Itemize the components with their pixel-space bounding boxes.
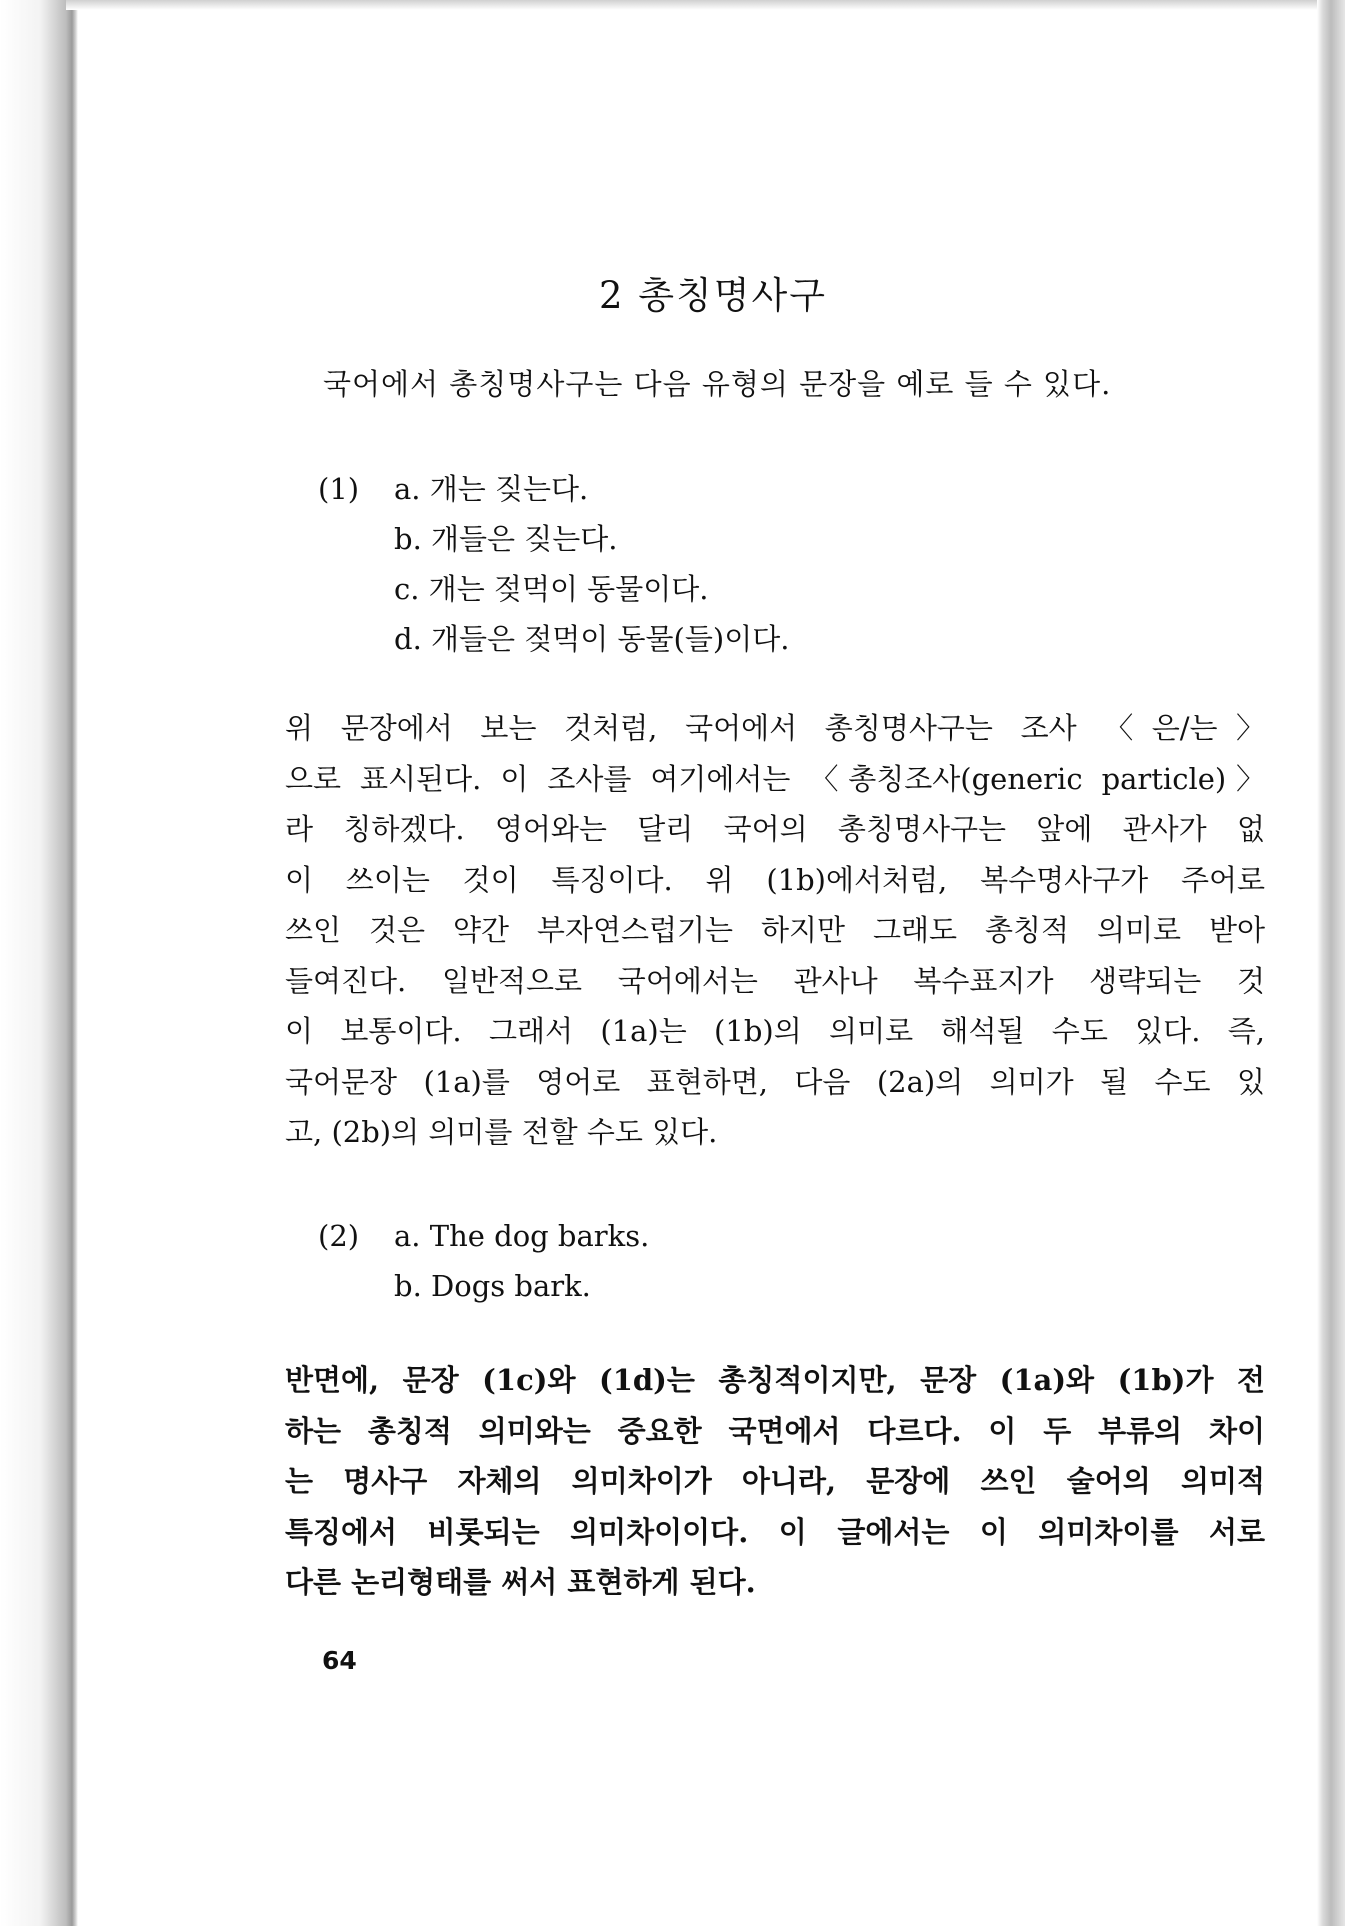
paragraph-line: 고, (2b)의 의미를 전할 수도 있다. [285,1115,718,1149]
paragraph-line: 쓰인 것은 약간 부자연스럽기는 하지만 그래도 총칭적 의미로 받아 [285,913,1265,947]
paragraph-line: 특징에서 비롯되는 의미차이이다. 이 글에서는 이 의미차이를 서로 [285,1514,1265,1549]
book-top-edge [66,0,1326,10]
example-item: b. 개들은 짖는다. [394,522,618,556]
example-row [318,614,789,664]
example-item: c. 개는 젖먹이 동물이다. [394,572,709,606]
paragraph-1 [285,703,1265,1158]
example-item: d. 개들은 젖먹이 동물(들)이다. [394,622,790,656]
example-row [318,564,789,614]
example-row [318,1211,649,1261]
book-binding-shadow [0,0,78,1926]
page-number: 64 [322,1646,357,1675]
example-number: (2) [318,1219,360,1253]
example-item: b. Dogs bark. [394,1269,591,1303]
intro-sentence: 국어에서 총칭명사구는 다음 유형의 문장을 예로 들 수 있다. [323,367,1112,401]
example-item: a. The dog barks. [394,1219,650,1253]
paragraph-2 [285,1355,1265,1608]
paragraph-line: 국어문장 (1a)를 영어로 표현하면, 다음 (2a)의 의미가 될 수도 있 [285,1064,1265,1099]
example-row [318,464,789,514]
paragraph-line: 라 칭하겠다. 영어와는 달리 국어의 총칭명사구는 앞에 관사가 없 [285,812,1265,846]
paragraph-line: 들여진다. 일반적으로 국어에서는 관사나 복수표지가 생략되는 것 [285,963,1265,998]
paragraph-line: 으로 표시된다. 이 조사를 여기에서는 〈총칭조사(generic particle)〉 [285,761,1265,796]
paragraph-line: 하는 총칭적 의미와는 중요한 국면에서 다르다. 이 두 부류의 차이 [285,1413,1265,1448]
example-1 [318,464,789,664]
paragraph-line: 이 쓰이는 것이 특징이다. 위 (1b)에서처럼, 복수명사구가 주어로 [285,862,1265,897]
example-item: a. 개는 짖는다. [394,472,589,506]
example-row [318,1261,649,1311]
example-2 [318,1211,649,1311]
section-title: 2 총칭명사구 [598,274,827,317]
paragraph-line: 다른 논리형태를 써서 표현하게 된다. [285,1565,756,1599]
book-page [78,10,1317,1926]
paragraph-line: 는 명사구 자체의 의미차이가 아니라, 문장에 쓰인 술어의 의미적 [285,1464,1265,1498]
paragraph-line: 반면에, 문장 (1c)와 (1d)는 총칭적이지만, 문장 (1a)와 (1b)가 전 [285,1363,1265,1397]
paragraph-line: 이 보통이다. 그래서 (1a)는 (1b)의 의미로 해석될 수도 있다. 즉, [285,1014,1265,1048]
paragraph-line: 위 문장에서 보는 것처럼, 국어에서 총칭명사구는 조사 〈은/는〉 [285,711,1265,745]
example-row [318,514,789,564]
example-number: (1) [318,472,360,506]
